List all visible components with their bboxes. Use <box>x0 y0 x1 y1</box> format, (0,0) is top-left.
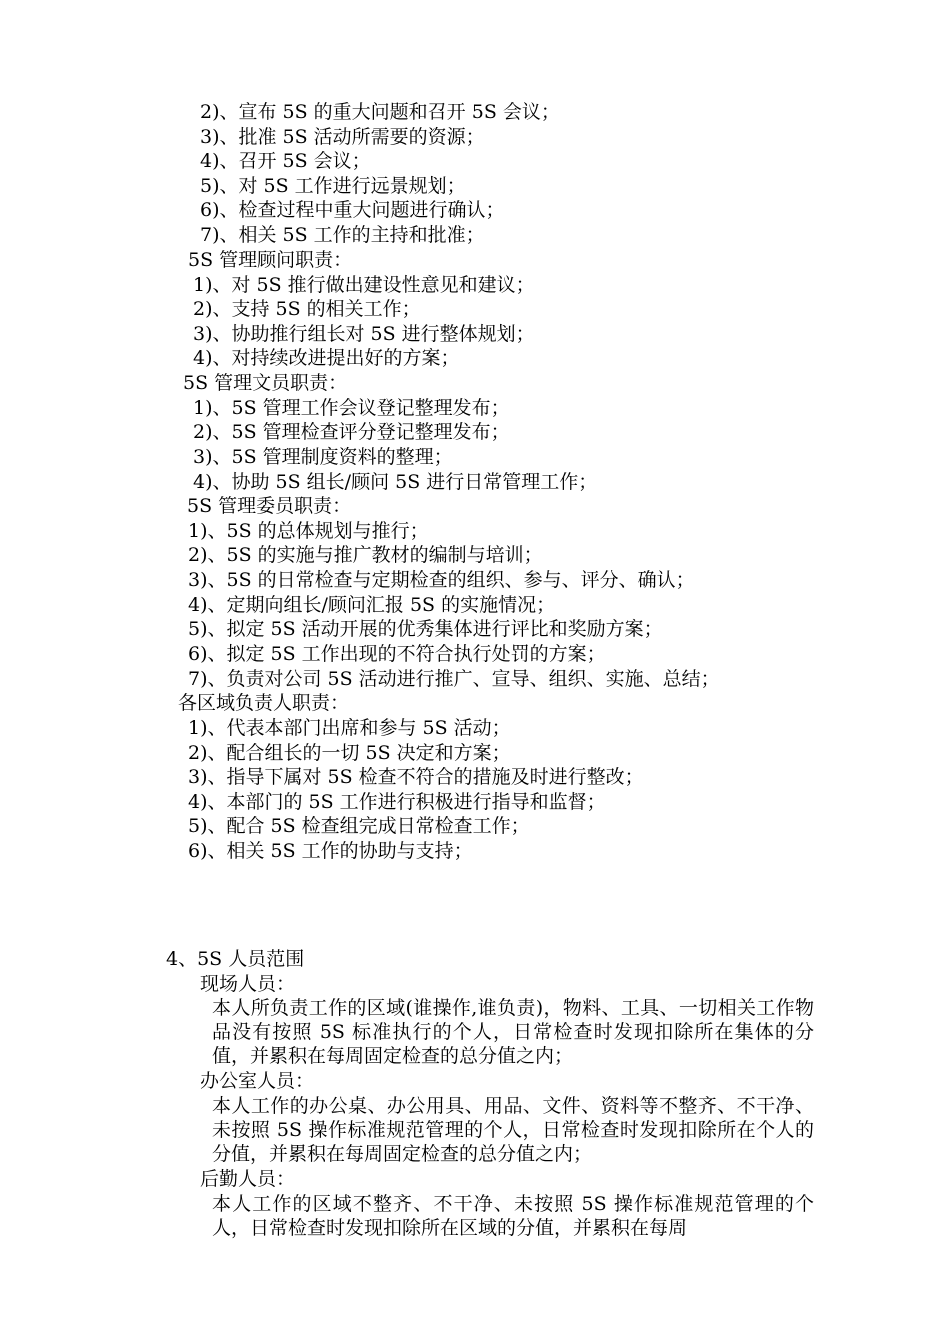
clerk-heading: 5S 管理文员职责： <box>183 372 348 394</box>
advisor-item-4: 4)、对持续改进提出好的方案； <box>193 347 460 369</box>
director-item-7: 7)、相关 5S 工作的主持和批准； <box>200 224 485 246</box>
site-staff-heading: 现场人员： <box>200 973 296 995</box>
logistics-staff-paragraph: 本人工作的区域不整齐、不干净、未按照 5S 操作标准规范管理的个人，日常检查时发现扣除所在区域的分值，并累积在每周 <box>212 1193 814 1240</box>
advisor-item-3: 3)、协助推行组长对 5S 进行整体规划； <box>193 323 535 345</box>
area-item-4: 4)、本部门的 5S 工作进行积极进行指导和监督； <box>188 791 606 813</box>
clerk-item-4: 4)、协助 5S 组长/顾问 5S 进行日常管理工作； <box>193 471 598 493</box>
area-item-3: 3)、指导下属对 5S 检查不符合的措施及时进行整改； <box>188 766 644 788</box>
area-item-5: 5)、配合 5S 检查组完成日常检查工作； <box>188 815 530 837</box>
clerk-item-1: 1)、5S 管理工作会议登记整理发布； <box>193 397 510 419</box>
area-item-1: 1)、代表本部门出席和参与 5S 活动； <box>188 717 511 739</box>
committee-item-3: 3)、5S 的日常检查与定期检查的组织、参与、评分、确认； <box>188 569 695 591</box>
committee-item-6: 6)、拟定 5S 工作出现的不符合执行处罚的方案； <box>188 643 606 665</box>
director-item-2: 2)、宣布 5S 的重大问题和召开 5S 会议； <box>200 101 560 123</box>
office-staff-heading: 办公室人员： <box>200 1070 315 1092</box>
advisor-item-2: 2)、支持 5S 的相关工作； <box>193 298 421 320</box>
section-4-title: 4、5S 人员范围 <box>166 948 305 970</box>
director-item-3: 3)、批准 5S 活动所需要的资源； <box>200 126 485 148</box>
area-item-6: 6)、相关 5S 工作的协助与支持； <box>188 840 473 862</box>
committee-heading: 5S 管理委员职责： <box>187 495 352 517</box>
committee-item-2: 2)、5S 的实施与推广教材的编制与培训； <box>188 544 543 566</box>
logistics-staff-heading: 后勤人员： <box>200 1168 296 1190</box>
site-staff-paragraph: 本人所负责工作的区域(谁操作,谁负责)，物料、工具、一切相关工作物品没有按照 5S 标准执行的个人，日常检查时发现扣除所在集体的分值，并累积在每周固定检查的总分值之内； <box>212 997 814 1068</box>
director-item-5: 5)、对 5S 工作进行远景规划； <box>200 175 466 197</box>
committee-item-5: 5)、拟定 5S 活动开展的优秀集体进行评比和奖励方案； <box>188 618 663 640</box>
advisor-heading: 5S 管理顾问职责： <box>188 249 353 271</box>
clerk-item-3: 3)、5S 管理制度资料的整理； <box>193 446 453 468</box>
director-item-6: 6)、检查过程中重大问题进行确认； <box>200 199 505 221</box>
director-item-4: 4)、召开 5S 会议； <box>200 150 371 172</box>
committee-item-7: 7)、负责对公司 5S 活动进行推广、宣导、组织、实施、总结； <box>188 668 720 690</box>
area-heading: 各区域负责人职责： <box>178 692 350 714</box>
clerk-item-2: 2)、5S 管理检查评分登记整理发布； <box>193 421 510 443</box>
committee-item-1: 1)、5S 的总体规划与推行； <box>188 520 429 542</box>
area-item-2: 2)、配合组长的一切 5S 决定和方案； <box>188 742 511 764</box>
office-staff-paragraph: 本人工作的办公桌、办公用具、用品、文件、资料等不整齐、不干净、未按照 5S 操作标准规范管理的个人，日常检查时发现扣除所在个人的分值，并累积在每周固定检查的总分值之内； <box>212 1095 814 1166</box>
committee-item-4: 4)、定期向组长/顾问汇报 5S 的实施情况； <box>188 594 556 616</box>
advisor-item-1: 1)、对 5S 推行做出建设性意见和建议； <box>193 274 535 296</box>
